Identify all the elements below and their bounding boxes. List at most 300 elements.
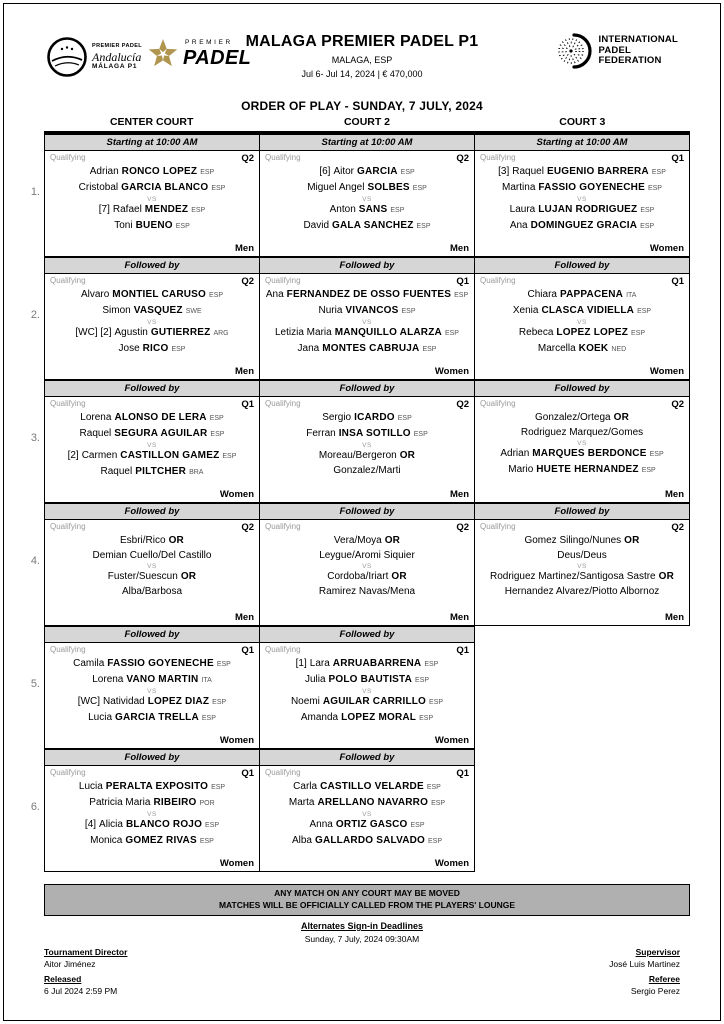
player-first-name: Lorena <box>80 412 112 423</box>
slot-header: Followed by <box>259 626 475 643</box>
slot-header: Followed by <box>44 380 260 397</box>
match-box <box>44 151 260 257</box>
player-line <box>260 818 474 834</box>
seed-prefix: [WC] <box>77 696 101 707</box>
match-cell <box>259 134 475 257</box>
stage-label: Qualifying <box>50 399 86 408</box>
players-list <box>475 411 689 478</box>
player-line <box>260 219 474 235</box>
player-line <box>475 326 689 342</box>
player-first-name: Gomez Silingo/Nunes <box>524 535 622 546</box>
match-cell <box>259 380 475 503</box>
country-code: ESP <box>401 307 416 315</box>
player-first-name: Demian Cuello/Del Castillo <box>92 549 212 561</box>
gender-label: Men <box>235 612 254 623</box>
match-box <box>44 520 260 626</box>
country-code: ESP <box>200 169 215 176</box>
stage-label: Qualifying <box>480 399 516 408</box>
player-first-name: Adrian <box>500 448 530 459</box>
player-first-name: Jana <box>297 342 320 354</box>
court-name-court-2: COURT 2 <box>343 116 391 128</box>
player-first-name: Hernandez Alvarez/Piotto Albornoz <box>504 585 660 597</box>
player-first-name: Alba/Barbosa <box>121 585 183 597</box>
stage-label: Qualifying <box>265 399 301 408</box>
player-first-name: Mario <box>508 463 534 475</box>
player-first-name: Jose <box>118 342 140 354</box>
supervisor-label: Supervisor <box>635 947 680 957</box>
round-label: Q2 <box>241 522 254 533</box>
player-line <box>45 534 259 549</box>
player-first-name: Toni <box>114 219 133 231</box>
player-last-name: INSA SOTILLO <box>338 427 411 439</box>
player-first-name: Carmen <box>81 450 118 461</box>
match-box <box>474 520 690 626</box>
players-list <box>260 411 474 478</box>
country-code: SWE <box>185 307 202 315</box>
player-line <box>475 549 689 564</box>
vs-label: VS <box>147 811 157 818</box>
player-first-name: Vera/Moya <box>333 535 382 546</box>
match-box <box>474 274 690 380</box>
player-line <box>475 181 689 197</box>
round-label: Q1 <box>456 276 469 287</box>
match-box <box>474 151 690 257</box>
player-last-name: GALLARDO SALVADO <box>314 834 426 846</box>
players-list <box>260 780 474 849</box>
round-label: Q1 <box>241 399 254 410</box>
player-line <box>260 464 474 479</box>
player-line <box>260 585 474 600</box>
player-last-name: PAPPACENA <box>559 289 624 300</box>
country-code: ESP <box>171 345 186 353</box>
player-first-name: Xenia <box>512 304 539 316</box>
match-box <box>259 643 475 749</box>
player-last-name: VASQUEZ <box>133 304 183 316</box>
gender-label: Women <box>649 366 684 377</box>
country-code: ESP <box>175 222 190 230</box>
player-line <box>475 426 689 441</box>
match-meta <box>45 397 259 410</box>
player-last-name: GUTIERREZ <box>150 327 211 338</box>
stage-label: Qualifying <box>265 153 301 162</box>
country-code: ESP <box>444 330 459 337</box>
player-first-name: Nuria <box>318 304 343 316</box>
match-meta <box>260 151 474 164</box>
alternates-deadline-value: Sunday, 7 July, 2024 09:30AM <box>304 934 420 944</box>
player-last-name: LOPEZ MORAL <box>341 711 417 723</box>
ipf-line1: INTERNATIONAL <box>598 34 678 46</box>
player-line <box>45 695 259 711</box>
notice-line2: MATCHES WILL BE OFFICIALLY CALLED FROM THE PLAYERS' LOUNGE <box>218 899 516 910</box>
player-last-name: VANO MARTIN <box>126 673 199 685</box>
ipf-ball-icon <box>557 31 593 71</box>
player-line <box>45 465 259 481</box>
country-code: ESP <box>390 207 405 214</box>
seed-prefix: [4] <box>84 819 97 830</box>
row-number: 1. <box>30 186 40 198</box>
player-first-name: Laura <box>509 204 536 215</box>
player-line <box>260 711 474 727</box>
vs-label: VS <box>577 440 587 447</box>
player-first-name: David <box>303 219 330 231</box>
player-line <box>475 288 689 304</box>
vs-label: VS <box>362 442 372 449</box>
event-title: MALAGA PREMIER PADEL P1 <box>245 33 479 50</box>
vs-label: VS <box>362 563 372 570</box>
player-last-name: GARCIA BLANCO <box>121 181 209 193</box>
match-cell <box>44 257 260 380</box>
player-last-name: EUGENIO BARRERA <box>546 166 649 177</box>
vs-label: VS <box>147 319 157 326</box>
andalucia-logo-line2: Andalucía <box>92 49 142 64</box>
player-first-name: Lorena <box>92 673 124 685</box>
ipf-logo-text <box>599 35 678 67</box>
player-first-name: Martina <box>502 181 536 193</box>
released-datetime: 6 Jul 2024 2:59 PM <box>44 986 118 996</box>
player-last-name: MONTIEL CARUSO <box>112 289 207 300</box>
player-first-name: Rodriguez Martinez/Santigosa Sastre <box>489 571 656 582</box>
players-list <box>475 534 689 599</box>
slot-header: Followed by <box>259 503 475 520</box>
player-last-name: OR <box>613 412 629 423</box>
round-label: Q1 <box>671 276 684 287</box>
vs-label: VS <box>147 563 157 570</box>
player-first-name: Cristobal <box>78 181 119 193</box>
player-first-name: Adrian <box>89 166 119 177</box>
slot-header: Followed by <box>44 749 260 766</box>
player-line <box>475 534 689 549</box>
country-code: ESP <box>640 207 655 214</box>
player-line <box>475 463 689 479</box>
player-first-name: Noemi <box>290 696 320 707</box>
country-code: ESP <box>400 169 415 176</box>
vs-label: VS <box>362 688 372 695</box>
player-last-name: CLASCA VIDIELLA <box>541 304 635 316</box>
match-meta <box>260 643 474 656</box>
player-line <box>260 165 474 181</box>
premier-padel-star-icon <box>148 38 178 70</box>
stage-label: Qualifying <box>50 276 86 285</box>
match-meta <box>260 766 474 779</box>
player-last-name: LUJAN RODRIGUEZ <box>538 204 638 215</box>
event-location: MALAGA, ESP <box>331 55 393 65</box>
player-last-name: OR <box>180 571 197 582</box>
notice-line1: ANY MATCH ON ANY COURT MAY BE MOVED <box>274 888 460 898</box>
player-last-name: FERNANDEZ DE OSSO FUENTES <box>286 289 452 300</box>
gender-label: Women <box>219 735 254 746</box>
match-box <box>44 274 260 380</box>
player-first-name: Rodriguez Marquez/Gomes <box>520 426 644 438</box>
country-code: ESP <box>199 837 214 845</box>
player-last-name: DOMINGUEZ GRACIA <box>530 219 638 231</box>
player-last-name: RIBEIRO <box>153 796 197 808</box>
gender-label: Men <box>450 243 469 254</box>
gender-label: Women <box>434 858 469 869</box>
player-last-name: OR <box>399 450 416 461</box>
player-line <box>260 570 474 585</box>
gender-label: Men <box>450 489 469 500</box>
player-last-name: CASTILLON GAMEZ <box>120 450 220 461</box>
slot-header: Starting at 10:00 AM <box>474 134 690 151</box>
player-first-name: Natividad <box>103 696 145 707</box>
players-list <box>45 165 259 234</box>
players-list <box>475 165 689 234</box>
players-list <box>260 657 474 726</box>
country-code: ESP <box>201 714 216 722</box>
stage-label: Qualifying <box>265 645 301 654</box>
player-first-name: Esbri/Rico <box>120 535 166 546</box>
player-line <box>475 342 689 358</box>
released-label: Released <box>44 974 82 984</box>
player-first-name: Fuster/Suescun <box>107 571 178 582</box>
match-cell <box>44 749 260 872</box>
match-move-notice <box>44 884 690 916</box>
match-cell <box>474 134 690 257</box>
court-column-3 <box>474 134 690 626</box>
match-meta <box>260 397 474 410</box>
slot-header: Followed by <box>474 257 690 274</box>
player-line <box>45 780 259 796</box>
match-box <box>259 520 475 626</box>
country-code: ESP <box>651 169 666 176</box>
player-first-name: Rafael <box>112 204 142 215</box>
vs-label: VS <box>362 811 372 818</box>
country-code: BRA <box>189 468 204 476</box>
player-last-name: POLO BAUTISTA <box>328 673 413 685</box>
match-box <box>44 397 260 503</box>
round-label: Q2 <box>456 522 469 533</box>
player-first-name: Lucia <box>78 781 103 792</box>
row-number: 3. <box>30 432 40 444</box>
player-first-name: Marcella <box>537 342 576 354</box>
player-first-name: Lara <box>309 658 330 669</box>
country-code: ESP <box>191 207 206 214</box>
player-last-name: MARQUES BERDONCE <box>532 448 647 459</box>
match-box <box>44 766 260 872</box>
stage-label: Qualifying <box>480 276 516 285</box>
player-last-name: OR <box>384 535 401 546</box>
country-code: ESP <box>637 307 652 315</box>
gender-label: Women <box>219 858 254 869</box>
country-code: POR <box>199 799 215 807</box>
player-line <box>260 534 474 549</box>
player-last-name: AGUILAR CARRILLO <box>322 696 427 707</box>
player-line <box>45 673 259 689</box>
player-first-name: Miguel Angel <box>307 181 365 193</box>
player-line <box>45 711 259 727</box>
tournament-director-label: Tournament Director <box>44 947 128 957</box>
player-line <box>260 449 474 464</box>
player-first-name: Camila <box>73 658 105 669</box>
player-first-name: Anton <box>329 204 356 215</box>
andalucia-logo-line3: MÁLAGA P1 <box>92 62 138 70</box>
country-code: ESP <box>413 430 428 438</box>
players-list <box>45 780 259 849</box>
player-line <box>260 326 474 342</box>
country-code: ESP <box>641 466 656 474</box>
country-code: ITA <box>626 292 637 299</box>
player-last-name: MANQUILLO ALARZA <box>334 327 442 338</box>
player-line <box>260 834 474 850</box>
event-title-block <box>192 33 532 79</box>
player-line <box>475 411 689 426</box>
padel-ball-icon <box>46 36 88 78</box>
country-code: ESP <box>212 699 227 706</box>
gender-label: Men <box>665 489 684 500</box>
player-line <box>45 427 259 443</box>
match-cell <box>44 626 260 749</box>
player-last-name: ICARDO <box>354 412 395 423</box>
round-label: Q1 <box>241 768 254 779</box>
players-list <box>475 288 689 357</box>
player-first-name: Monica <box>90 834 123 846</box>
seed-prefix: [1] <box>295 658 307 669</box>
slot-header: Followed by <box>44 257 260 274</box>
player-last-name: RONCO LOPEZ <box>121 166 198 177</box>
player-line <box>260 657 474 673</box>
match-cell <box>259 503 475 626</box>
round-label: Q2 <box>241 276 254 287</box>
player-last-name: SANS <box>358 204 388 215</box>
player-line <box>45 657 259 673</box>
match-box <box>259 766 475 872</box>
match-cell <box>474 380 690 503</box>
vs-label: VS <box>362 196 372 203</box>
country-code: ESP <box>429 699 444 706</box>
player-line <box>45 585 259 600</box>
player-first-name: Ana <box>265 289 284 300</box>
player-first-name: Sergio <box>322 412 352 423</box>
player-last-name: SEGURA AGUILAR <box>114 427 208 439</box>
player-line <box>475 203 689 219</box>
player-line <box>475 447 689 463</box>
player-line <box>475 165 689 181</box>
player-line <box>260 695 474 711</box>
player-last-name: MONTES CABRUJA <box>322 342 420 354</box>
match-box <box>259 274 475 380</box>
players-list <box>260 165 474 234</box>
country-code: ESP <box>410 822 425 829</box>
event-dates-prize: Jul 6- Jul 14, 2024 | € 470,000 <box>301 69 423 79</box>
match-meta <box>475 397 689 410</box>
match-box <box>259 397 475 503</box>
player-first-name: Raquel <box>79 427 112 439</box>
player-line <box>260 780 474 796</box>
player-last-name: VIVANCOS <box>345 304 399 316</box>
country-code: ESP <box>631 330 646 337</box>
vs-label: VS <box>147 442 157 449</box>
vs-label: VS <box>362 319 372 326</box>
country-code: ESP <box>454 292 469 299</box>
player-first-name: Raquel <box>100 465 133 477</box>
player-first-name: Carla <box>293 781 318 792</box>
seed-prefix: [3] <box>498 166 510 177</box>
match-meta <box>45 520 259 533</box>
seed-prefix: [WC] [2] <box>75 327 112 338</box>
row-number: 2. <box>30 309 40 321</box>
referee-label: Referee <box>648 974 680 984</box>
gender-label: Men <box>450 612 469 623</box>
slot-header: Starting at 10:00 AM <box>259 134 475 151</box>
gender-label: Men <box>665 612 684 623</box>
gender-label: Women <box>434 735 469 746</box>
player-line <box>45 796 259 812</box>
ipf-line2: PADEL <box>598 44 632 56</box>
court-name-center-court: CENTER COURT <box>109 116 194 128</box>
seed-prefix: [7] <box>98 204 110 215</box>
premier-label: PREMIER <box>185 38 233 46</box>
player-last-name: CASTILLO VELARDE <box>320 781 424 792</box>
player-last-name: FASSIO GOYENECHE <box>538 181 645 193</box>
court-column-2 <box>259 134 475 872</box>
player-line <box>45 304 259 320</box>
player-last-name: HUETE HERNANDEZ <box>536 463 639 475</box>
players-list <box>45 657 259 726</box>
court-name-court-3: COURT 3 <box>559 116 606 128</box>
player-last-name: PERALTA EXPOSITO <box>105 781 209 792</box>
player-first-name: Ana <box>509 219 528 231</box>
referee-name: Sergio Perez <box>630 986 680 996</box>
player-line <box>260 304 474 320</box>
country-code: ESP <box>415 676 430 684</box>
match-cell <box>44 503 260 626</box>
player-first-name: Ferran <box>306 427 336 439</box>
player-first-name: Agustin <box>114 327 148 338</box>
stage-label: Qualifying <box>50 768 86 777</box>
stage-label: Qualifying <box>480 522 516 531</box>
country-code: ESP <box>412 184 427 192</box>
row-number: 5. <box>30 678 40 690</box>
player-last-name: SOLBES <box>367 181 410 193</box>
player-first-name: Moreau/Bergeron <box>318 450 397 461</box>
seed-prefix: [2] <box>67 450 79 461</box>
match-meta <box>260 274 474 287</box>
slot-header: Followed by <box>44 626 260 643</box>
row-number: 4. <box>30 555 40 567</box>
padel-label: PADEL <box>183 46 252 69</box>
country-code: ITA <box>201 676 212 684</box>
player-line <box>45 549 259 564</box>
vs-label: VS <box>147 196 157 203</box>
andalucia-malaga-logo <box>46 36 142 78</box>
match-meta <box>475 274 689 287</box>
slot-header: Followed by <box>259 257 475 274</box>
match-box <box>259 151 475 257</box>
gender-label: Women <box>434 366 469 377</box>
player-last-name: KOEK <box>578 342 609 354</box>
schedule-grid <box>44 131 690 872</box>
player-first-name: Chiara <box>527 289 557 300</box>
andalucia-logo-line1: PREMIER PADEL <box>92 43 143 49</box>
country-code: ESP <box>426 784 441 791</box>
player-first-name: Anna <box>309 819 333 830</box>
player-last-name: BUENO <box>135 219 173 231</box>
player-first-name: Deus/Deus <box>557 549 607 561</box>
round-label: Q2 <box>456 153 469 164</box>
stage-label: Qualifying <box>265 522 301 531</box>
round-label: Q2 <box>456 399 469 410</box>
country-code: ESP <box>640 222 655 230</box>
stage-label: Qualifying <box>50 153 86 162</box>
player-last-name: ARRUABARRENA <box>332 658 422 669</box>
country-code: ESP <box>428 837 443 845</box>
player-first-name: Ramirez Navas/Mena <box>318 585 416 597</box>
gender-label: Men <box>235 243 254 254</box>
player-line <box>45 570 259 585</box>
players-list <box>260 534 474 599</box>
country-code: ESP <box>211 184 226 192</box>
match-cell <box>259 749 475 872</box>
